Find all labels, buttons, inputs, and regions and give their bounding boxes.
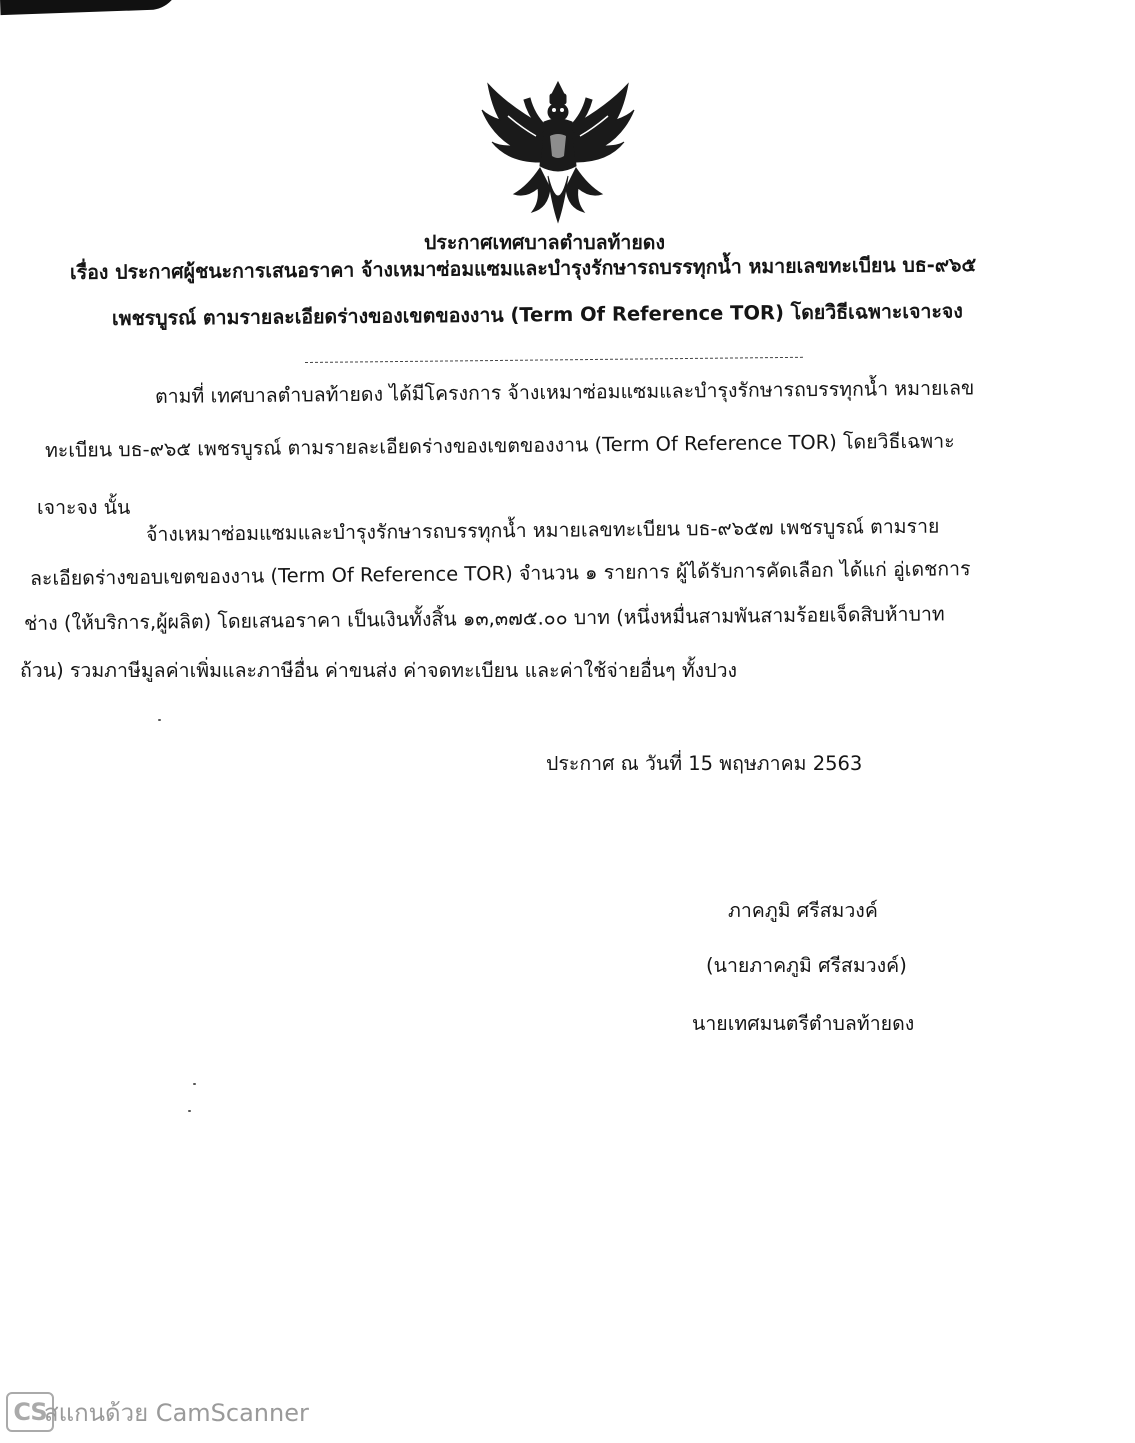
paragraph-2-line-3: ช่าง (ให้บริการ,ผู้ผลิต) โดยเสนอราคา เป็นเงินทั้งสิ้น ๑๓,๓๗๕.๐๐ บาท (หนึ่งหมื่นสามพันสามร้อยเจ็ดสิบห้าบาท [23, 602, 945, 635]
camscanner-logo-icon: CS [6, 1392, 54, 1432]
paragraph-1-line-3: เจาะจง นั้น [37, 496, 131, 519]
issuer-heading: ประกาศเทศบาลตำบลท้ายดง [424, 231, 665, 254]
scan-edge-shadow [0, 0, 180, 15]
paragraph-2-line-2: ละเอียดร่างขอบเขตของงาน (Term Of Reference TOR) จำนวน ๑ รายการ ผู้ได้รับการคัดเลือก ได้แก่ อู่เดชการ [29, 557, 971, 590]
paragraph-1-line-2: ทะเบียน บธ-๙๖๕ เพชรบูรณ์ ตามรายละเอียดร่างของเขตของงาน (Term Of Reference TOR) โดยวิธีเฉพาะ [44, 429, 955, 462]
subject-line-2: เพชรบูรณ์ ตามรายละเอียดร่างของเขตของงาน (Term Of Reference TOR) โดยวิธีเฉพาะเจาะจง [111, 299, 963, 330]
paragraph-1-line-1: ตามที่ เทศบาลตำบลท้ายดง ได้มีโครงการ จ้างเหมาซ่อมแซมและบำรุงรักษารถบรรทุกน้ำ หมายเลข [154, 376, 975, 408]
signer-full-name: (นายภาคภูมิ ศรีสมวงค์) [706, 954, 907, 977]
signer-title: นายเทศมนตรีตำบลท้ายดง [692, 1012, 915, 1035]
scan-speck [158, 719, 161, 721]
paragraph-2-line-1: จ้างเหมาซ่อมแซมและบำรุงรักษารถบรรทุกน้ำ หมายเลขทะเบียน บธ-๙๖๕๗ เพชรบูรณ์ ตามราย [145, 514, 940, 546]
divider-line [305, 357, 803, 363]
signer-name: ภาคภูมิ ศรีสมวงค์ [728, 899, 878, 922]
announce-date: ประกาศ ณ วันที่ 15 พฤษภาคม 2563 [546, 752, 863, 775]
camscanner-watermark [6, 1392, 309, 1432]
subject-line-1: เรื่อง ประกาศผู้ชนะการเสนอราคา จ้างเหมาซ่อมแซมและบำรุงรักษารถบรรทุกน้ำ หมายเลขทะเบียน บธ-๙๖๕ [69, 253, 977, 284]
garuda-emblem-icon [478, 76, 638, 226]
watermark-text: สแกนด้วย CamScanner [44, 1398, 309, 1427]
scan-speck [188, 1110, 191, 1112]
scan-speck [193, 1083, 196, 1085]
paragraph-2-line-4: ถ้วน) รวมภาษีมูลค่าเพิ่มและภาษีอื่น ค่าขนส่ง ค่าจดทะเบียน และค่าใช้จ่ายอื่นๆ ทั้งปวง [20, 659, 738, 682]
